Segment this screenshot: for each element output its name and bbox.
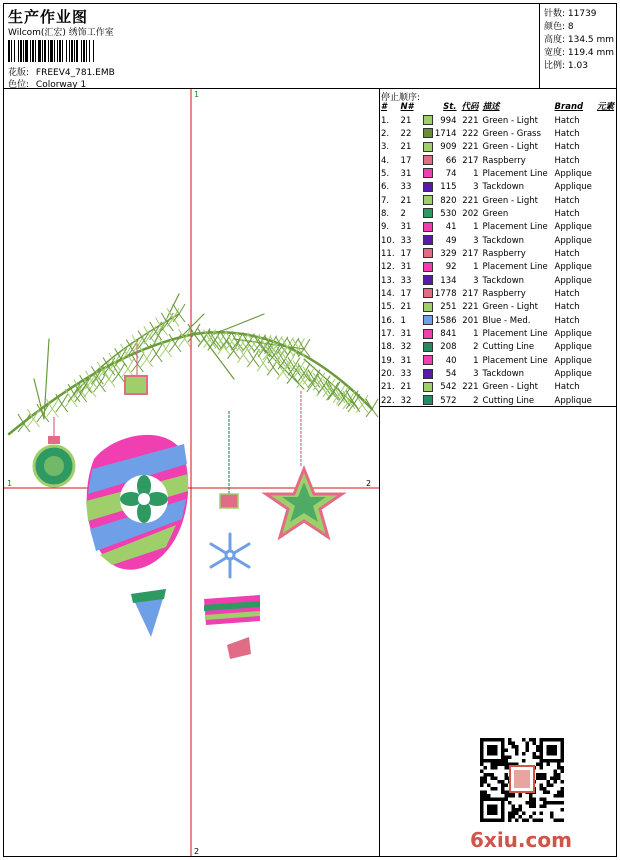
row-desc: Blue - Med. [482,315,531,326]
stop-sequence-title: 停止顺序: [381,93,421,103]
row-num: 19. [381,355,395,366]
row-brand: Applique [554,369,592,380]
table-row [380,355,616,368]
row-brand: Applique [554,355,592,366]
stitch-count: 针数: 11739 [544,9,597,19]
row-st: 208 [440,342,457,353]
row-desc: Placement Line [482,168,548,179]
row-code: 202 [462,208,479,219]
row-code: 2 [473,342,479,353]
table-row [380,128,616,141]
table-row [380,154,616,167]
small-pink-piece [227,637,251,659]
row-st: 49 [445,235,457,246]
row-desc: Raspberry [482,155,526,166]
studio-name: Wilcom(汇宏) 绣饰工作室 [8,28,114,38]
color-swatch [423,302,433,312]
row-code: 2 [473,395,479,406]
star-ornament [266,469,342,537]
row-st: 40 [445,355,457,366]
colorway-value: Colorway 1 [35,80,87,90]
table-row [380,168,616,181]
watermark: 6xiu.com [470,828,572,852]
axis-label-right: 2 [366,479,372,488]
row-desc: Green - Light [482,195,538,206]
row-code: 3 [473,235,479,246]
row-code: 221 [462,142,479,153]
color-swatch [423,395,433,405]
color-swatch [423,288,433,298]
table-row [380,234,616,247]
color-swatch [423,208,433,218]
row-num: 5. [381,168,390,179]
color-swatch-cell [423,141,435,154]
table-row [380,208,616,221]
row-st: 54 [445,369,457,380]
row-num: 12. [381,262,395,273]
row-n: 22 [400,128,412,139]
color-swatch-cell [423,221,435,234]
row-desc: Tackdown [482,275,525,286]
color-swatch-cell [423,341,435,354]
row-brand: Applique [554,182,592,193]
row-brand: Applique [554,275,592,286]
row-brand: Applique [554,342,592,353]
row-desc: Tackdown [482,182,525,193]
row-code: 217 [462,248,479,259]
row-brand: Hatch [554,115,580,126]
row-num: 3. [381,142,390,153]
row-desc: Raspberry [482,288,526,299]
row-code: 222 [462,128,479,139]
bulb-ornament [86,435,188,570]
table-row [380,301,616,314]
color-swatch [423,382,433,392]
row-code: 221 [462,302,479,313]
color-swatch-cell [423,248,435,261]
row-st: 820 [440,195,457,206]
color-swatch [423,155,433,165]
row-num: 21. [381,382,395,393]
row-code: 217 [462,288,479,299]
table-row [380,381,616,394]
row-desc: Placement Line [482,222,548,233]
row-desc: Raspberry [482,248,526,259]
row-st: 530 [440,208,457,219]
table-row [380,288,616,301]
color-swatch [423,315,433,325]
row-n: 31 [400,355,412,366]
color-swatch-cell [423,194,435,207]
row-desc: Green - Light [482,382,538,393]
row-brand: Applique [554,235,592,246]
design-scale: 比例: 1.03 [544,61,588,71]
row-num: 7. [381,195,390,206]
row-n: 31 [400,329,412,340]
row-brand: Hatch [554,302,580,313]
color-swatch-cell [423,128,435,141]
embroidery-preview [4,89,379,856]
row-st: 92 [445,262,457,273]
color-swatch-cell [423,261,435,274]
qr-code-icon [480,738,564,822]
table-row [380,114,616,127]
row-brand: Hatch [554,382,580,393]
row-brand: Hatch [554,142,580,153]
row-brand: Hatch [554,195,580,206]
row-brand: Hatch [554,128,580,139]
table-row [380,181,616,194]
color-swatch-cell [423,181,435,194]
color-swatch [423,222,433,232]
axis-label-left: 1 [7,479,13,488]
col-num: # [381,102,387,113]
stop-sequence-table [380,101,616,408]
row-desc: Green - Light [482,142,538,153]
hanging-tag-ornament [125,376,147,394]
row-code: 1 [473,355,479,366]
row-n: 2 [400,208,406,219]
row-brand: Applique [554,222,592,233]
row-st: 994 [440,115,457,126]
row-num: 8. [381,208,390,219]
color-swatch-cell [423,274,435,287]
color-count: 颜色: 8 [544,22,574,32]
col-desc: 描述 [482,102,500,113]
row-code: 221 [462,115,479,126]
row-n: 21 [400,142,412,153]
row-num: 18. [381,342,395,353]
row-code: 3 [473,182,479,193]
row-desc: Cutting Line [482,342,535,353]
color-swatch-cell [423,168,435,181]
row-st: 329 [440,248,457,259]
page-title: 生产作业图 [8,8,89,26]
row-n: 21 [400,382,412,393]
row-brand: Hatch [554,288,580,299]
color-swatch [423,342,433,352]
color-swatch [423,115,433,125]
row-st: 41 [445,222,457,233]
row-num: 15. [381,302,395,313]
row-desc: Placement Line [482,329,548,340]
row-desc: Placement Line [482,262,548,273]
row-num: 11. [381,248,395,259]
row-code: 1 [473,168,479,179]
row-num: 9. [381,222,390,233]
color-swatch [423,248,433,258]
row-num: 14. [381,288,395,299]
panel-divider [380,406,616,407]
row-st: 251 [440,302,457,313]
color-swatch-cell [423,368,435,381]
table-row [380,328,616,341]
row-n: 17 [400,248,412,259]
row-n: 21 [400,302,412,313]
row-st: 542 [440,382,457,393]
stats-panel [539,4,617,88]
row-n: 17 [400,288,412,299]
row-st: 1586 [434,315,457,326]
table-row [380,315,616,328]
table-row [380,274,616,287]
row-num: 17. [381,329,395,340]
row-n: 33 [400,369,412,380]
color-swatch [423,262,433,272]
row-brand: Applique [554,395,592,406]
table-row [380,341,616,354]
color-swatch [423,168,433,178]
row-brand: Applique [554,262,592,273]
row-num: 10. [381,235,395,246]
colorway-label: 色位: [8,80,30,90]
row-n: 33 [400,275,412,286]
row-code: 217 [462,155,479,166]
row-st: 74 [445,168,457,179]
color-swatch [423,128,433,138]
row-num: 4. [381,155,390,166]
row-desc: Cutting Line [482,395,535,406]
color-swatch [423,275,433,285]
color-swatch [423,142,433,152]
round-ornament [34,436,74,486]
color-swatch-cell [423,355,435,368]
row-num: 20. [381,369,395,380]
color-swatch-cell [423,154,435,167]
row-code: 221 [462,195,479,206]
row-code: 3 [473,275,479,286]
axis-label-top: 1 [194,90,200,99]
design-preview [4,89,380,856]
row-code: 1 [473,222,479,233]
table-row [380,141,616,154]
row-n: 17 [400,155,412,166]
row-desc: Placement Line [482,355,548,366]
row-st: 572 [440,395,457,406]
row-desc: Green - Light [482,115,538,126]
design-width: 宽度: 119.4 mm [544,48,615,58]
table-row [380,221,616,234]
row-n: 32 [400,395,412,406]
row-num: 22. [381,395,395,406]
row-desc: Tackdown [482,235,525,246]
row-brand: Hatch [554,248,580,259]
col-brand: Brand [554,102,584,113]
color-swatch-cell [423,208,435,221]
table-row [380,368,616,381]
table-row [380,248,616,261]
barcode [8,40,176,62]
color-swatch-cell [423,315,435,328]
color-swatch [423,235,433,245]
row-st: 1778 [434,288,457,299]
axis-label-bottom: 2 [194,847,200,856]
col-code: 代码 [461,102,479,113]
row-code: 1 [473,329,479,340]
row-brand: Hatch [554,155,580,166]
small-cap-ornament [220,494,238,508]
table-header-row [380,101,616,114]
row-num: 1. [381,115,390,126]
col-n: N# [400,102,414,113]
design-value: FREEV4_781.EMB [35,68,115,78]
row-num: 2. [381,128,390,139]
row-code: 1 [473,262,479,273]
row-n: 32 [400,342,412,353]
row-num: 6. [381,182,390,193]
row-brand: Applique [554,168,592,179]
row-desc: Tackdown [482,369,525,380]
color-swatch-cell [423,381,435,394]
row-n: 21 [400,115,412,126]
color-swatch [423,369,433,379]
color-swatch-cell [423,288,435,301]
col-st: St. [443,102,457,113]
row-brand: Applique [554,329,592,340]
color-swatch-cell [423,301,435,314]
row-desc: Green - Light [482,302,538,313]
row-desc: Green [482,208,509,219]
col-elem: 元素 [596,102,614,113]
row-num: 16. [381,315,395,326]
row-num: 13. [381,275,395,286]
row-n: 1 [400,315,406,326]
header [4,4,539,88]
color-swatch-cell [423,328,435,341]
row-n: 33 [400,182,412,193]
row-n: 31 [400,168,412,179]
row-brand: Hatch [554,208,580,219]
triangle-ornament [131,589,166,637]
row-st: 134 [440,275,457,286]
row-st: 841 [440,329,457,340]
table-row [380,194,616,207]
row-st: 115 [440,182,457,193]
row-n: 33 [400,235,412,246]
snowflake-ornament [211,534,249,577]
row-n: 21 [400,195,412,206]
row-brand: Hatch [554,315,580,326]
color-swatch [423,182,433,192]
row-code: 3 [473,369,479,380]
row-st: 909 [440,142,457,153]
table-row [380,261,616,274]
color-swatch [423,355,433,365]
row-code: 201 [462,315,479,326]
row-st: 66 [445,155,457,166]
row-desc: Green - Grass [482,128,541,139]
design-height: 高度: 134.5 mm [544,35,615,45]
design-label: 花版: [8,68,30,78]
row-n: 31 [400,262,412,273]
color-swatch-cell [423,234,435,247]
color-swatch-cell [423,114,435,127]
row-n: 31 [400,222,412,233]
row-st: 1714 [434,128,457,139]
striped-ornament [204,595,260,625]
color-swatch [423,329,433,339]
color-swatch [423,195,433,205]
row-code: 221 [462,382,479,393]
